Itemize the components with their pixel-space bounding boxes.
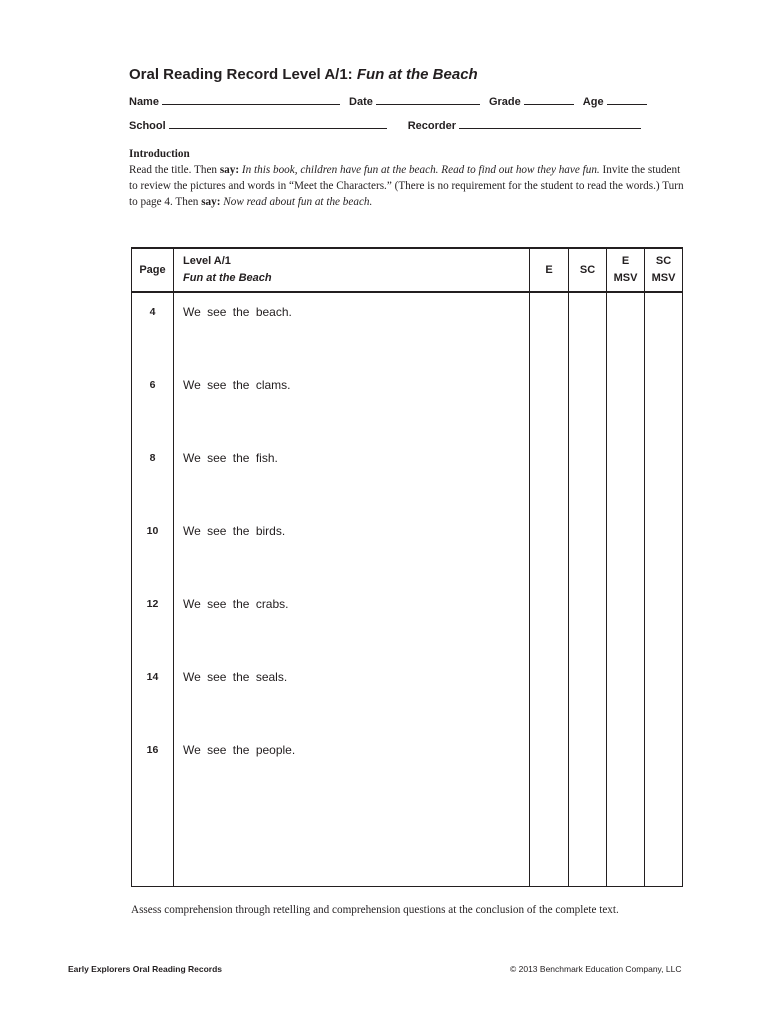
date-field[interactable] bbox=[349, 95, 480, 108]
table-row bbox=[132, 585, 683, 658]
title-book: Fun at the Beach bbox=[356, 66, 478, 83]
sc-msv-column-header bbox=[645, 248, 683, 292]
sc-cell[interactable] bbox=[569, 731, 607, 804]
table-row bbox=[132, 731, 683, 804]
table-row bbox=[132, 439, 683, 512]
e-msv-cell[interactable] bbox=[607, 585, 645, 658]
name-label: Name bbox=[129, 96, 159, 108]
blank-sc-msv-cell[interactable] bbox=[645, 804, 683, 887]
e-msv-column-header bbox=[607, 248, 645, 292]
text-line: We see the beach. bbox=[174, 292, 530, 366]
text-line: We see the seals. bbox=[174, 658, 530, 731]
text-line: We see the people. bbox=[174, 731, 530, 804]
blank-text-cell bbox=[174, 804, 530, 887]
page-number: 10 bbox=[132, 512, 174, 585]
e-msv-cell[interactable] bbox=[607, 658, 645, 731]
sc-msv-cell[interactable] bbox=[645, 366, 683, 439]
reading-record-table bbox=[131, 247, 683, 887]
age-label: Age bbox=[582, 96, 604, 108]
text-line: We see the birds. bbox=[174, 512, 530, 585]
date-label: Date bbox=[349, 96, 373, 108]
intro-say-1: say: bbox=[219, 164, 240, 176]
title-main: Oral Reading Record Level A/1: bbox=[129, 66, 357, 83]
e-msv-line-2: MSV bbox=[613, 272, 638, 284]
e-msv-cell[interactable] bbox=[607, 731, 645, 804]
sc-msv-cell[interactable] bbox=[645, 658, 683, 731]
sc-msv-line-2: MSV bbox=[651, 272, 676, 284]
recorder-label: Recorder bbox=[407, 120, 457, 132]
school-field[interactable] bbox=[129, 119, 387, 132]
student-info-row bbox=[129, 95, 647, 108]
page-number: 4 bbox=[132, 292, 174, 366]
recorder-field[interactable] bbox=[408, 119, 641, 132]
e-cell[interactable] bbox=[530, 731, 569, 804]
intro-text-1: Read the title. Then bbox=[129, 164, 220, 176]
assessment-note: Assess comprehension through retelling and comprehension questions at the conclusion of the complete text. bbox=[131, 904, 619, 916]
sc-msv-cell[interactable] bbox=[645, 292, 683, 366]
blank-page-cell bbox=[132, 804, 174, 887]
e-cell[interactable] bbox=[530, 512, 569, 585]
introduction-heading: Introduction bbox=[129, 148, 190, 160]
school-line[interactable] bbox=[169, 119, 387, 129]
text-line: We see the fish. bbox=[174, 439, 530, 512]
table-row bbox=[132, 658, 683, 731]
sc-cell[interactable] bbox=[569, 439, 607, 512]
sc-cell[interactable] bbox=[569, 292, 607, 366]
intro-quote-2: Now read about fun at the beach. bbox=[220, 196, 373, 208]
blank-e-cell[interactable] bbox=[530, 804, 569, 887]
name-field[interactable] bbox=[129, 95, 340, 108]
level-label: Level A/1 bbox=[183, 255, 231, 267]
page-title bbox=[129, 66, 478, 83]
sc-msv-cell[interactable] bbox=[645, 512, 683, 585]
page-column-header: Page bbox=[132, 248, 174, 292]
intro-text-2: Invite the student to review the pictures and words in “Meet the Characters.” (There is no requirement for the student to read the words.) Turn to page 4. Then bbox=[129, 164, 684, 208]
school-info-row bbox=[129, 119, 641, 132]
name-line[interactable] bbox=[162, 95, 340, 105]
e-cell[interactable] bbox=[530, 439, 569, 512]
sc-cell[interactable] bbox=[569, 585, 607, 658]
text-line: We see the crabs. bbox=[174, 585, 530, 658]
book-label: Fun at the Beach bbox=[183, 272, 272, 284]
table-row bbox=[132, 292, 683, 366]
sc-msv-cell[interactable] bbox=[645, 585, 683, 658]
sc-cell[interactable] bbox=[569, 512, 607, 585]
page-number: 12 bbox=[132, 585, 174, 658]
e-msv-cell[interactable] bbox=[607, 292, 645, 366]
e-msv-line-1: E bbox=[621, 255, 630, 267]
e-cell[interactable] bbox=[530, 292, 569, 366]
footer-copyright: © 2013 Benchmark Education Company, LLC bbox=[510, 964, 682, 974]
sc-msv-cell[interactable] bbox=[645, 731, 683, 804]
text-line: We see the clams. bbox=[174, 366, 530, 439]
grade-field[interactable] bbox=[489, 95, 574, 108]
sc-msv-line-1: SC bbox=[655, 255, 672, 267]
text-column-header bbox=[174, 248, 530, 292]
page-number: 8 bbox=[132, 439, 174, 512]
e-msv-cell[interactable] bbox=[607, 439, 645, 512]
blank-sc-cell[interactable] bbox=[569, 804, 607, 887]
page-number: 16 bbox=[132, 731, 174, 804]
e-cell[interactable] bbox=[530, 366, 569, 439]
intro-quote-1: In this book, children have fun at the beach. Read to find out how they have fun. bbox=[239, 164, 600, 176]
e-msv-cell[interactable] bbox=[607, 512, 645, 585]
blank-e-msv-cell[interactable] bbox=[607, 804, 645, 887]
e-column-header: E bbox=[530, 248, 569, 292]
date-line[interactable] bbox=[376, 95, 480, 105]
table-row bbox=[132, 512, 683, 585]
intro-say-2: say: bbox=[201, 196, 221, 208]
table-row bbox=[132, 366, 683, 439]
sc-msv-cell[interactable] bbox=[645, 439, 683, 512]
footer-series-title: Early Explorers Oral Reading Records bbox=[68, 964, 223, 974]
table-header-row bbox=[132, 248, 683, 292]
page-number: 14 bbox=[132, 658, 174, 731]
introduction bbox=[129, 146, 685, 210]
grade-line[interactable] bbox=[524, 95, 574, 105]
recorder-line[interactable] bbox=[459, 119, 641, 129]
sc-cell[interactable] bbox=[569, 658, 607, 731]
sc-cell[interactable] bbox=[569, 366, 607, 439]
e-cell[interactable] bbox=[530, 585, 569, 658]
e-cell[interactable] bbox=[530, 658, 569, 731]
age-field[interactable] bbox=[583, 95, 647, 108]
e-msv-cell[interactable] bbox=[607, 366, 645, 439]
school-label: School bbox=[129, 120, 166, 132]
table-blank-area bbox=[132, 804, 683, 887]
sc-column-header: SC bbox=[569, 248, 607, 292]
page-number: 6 bbox=[132, 366, 174, 439]
grade-label: Grade bbox=[488, 96, 521, 108]
age-line[interactable] bbox=[607, 95, 647, 105]
